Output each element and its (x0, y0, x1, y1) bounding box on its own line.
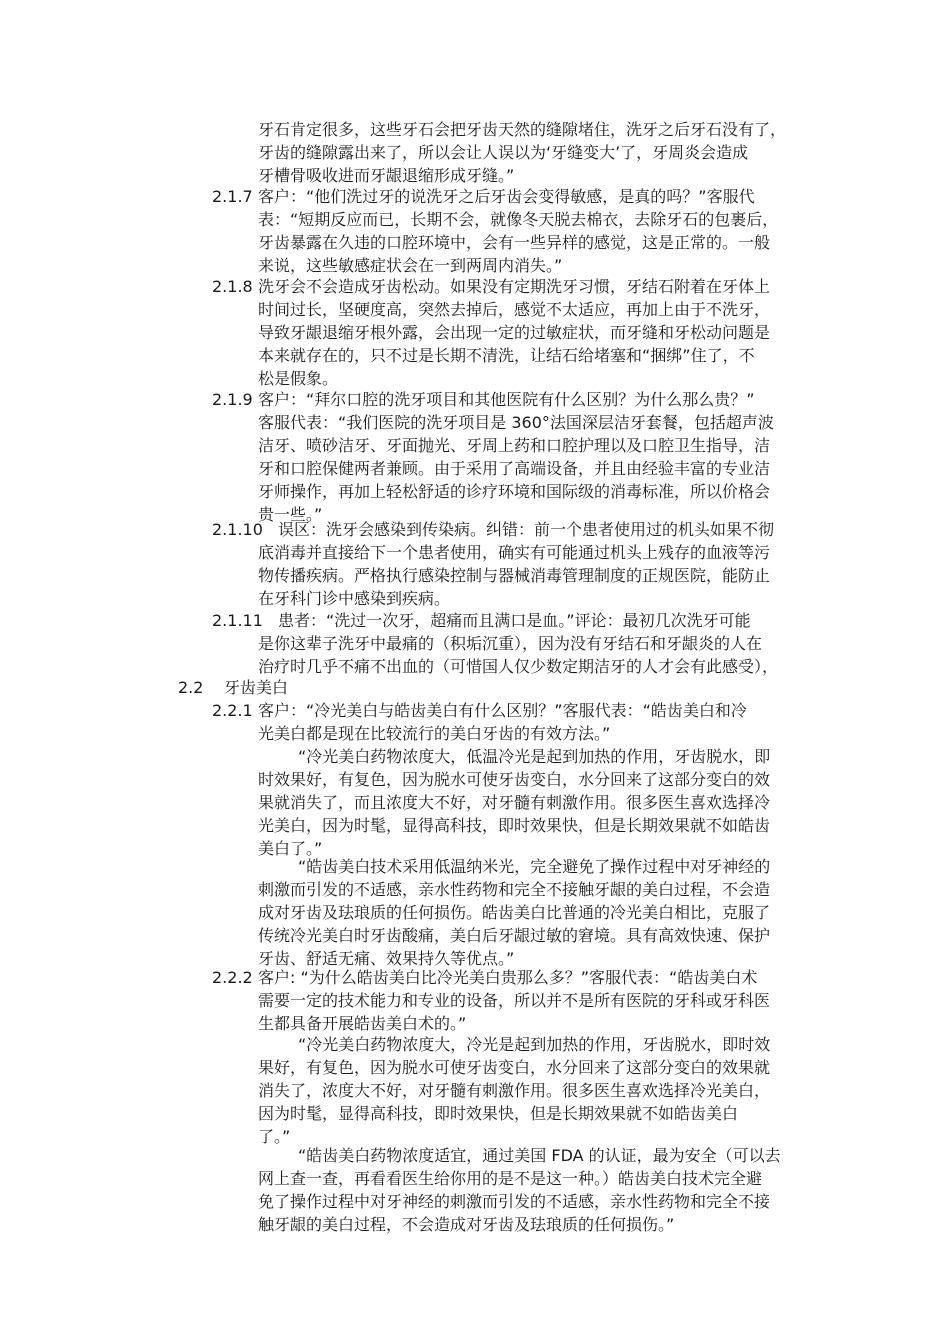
text-line: 需要一定的技术能力和专业的设备，所以并不是所有医院的牙科或牙科医 (258, 991, 771, 1010)
section-number: 2.2 (178, 678, 204, 697)
text-line: 客户：“冷光美白与皓齿美白有什么区别？”客服代表：“皓齿美白和冷 (258, 701, 747, 720)
text-line: 物传播疾病。严格执行感染控制与器械消毒管理制度的正规医院，能防止 (258, 566, 771, 585)
section-2-2-1-paragraph-1 (258, 745, 770, 860)
text-line: 在牙科门诊中感染到疾病。 (258, 589, 451, 608)
text-line: 是你这辈子洗牙中最痛的（积垢沉重），因为没有牙结石和牙龈炎的人在 (258, 634, 763, 653)
text-line: 贵一些。” (258, 505, 323, 524)
section-number: 2.1.11 (212, 611, 263, 630)
text-line: 时间过长，坚硬度高，突然去掉后，感觉不太适应，再加上由于不洗牙， (258, 300, 771, 319)
section-number: 2.1.9 (212, 390, 253, 409)
text-line: 洗牙会不会造成牙齿松动。如果没有定期洗牙习惯，牙结石附着在牙体上 (258, 277, 771, 296)
text-line: 果就消失了，而且浓度大不好，对牙髓有刺激作用。很多医生喜欢选择冷 (258, 793, 771, 812)
text-line: 因为时髦，显得高科技，即时效果快，但是长期效果就不如皓齿美白 (258, 1104, 739, 1123)
text-line: 牙齿、舒适无痛、效果持久等优点。” (258, 949, 515, 968)
text-line: 导致牙龈退缩牙根外露，会出现一定的过敏症状，而牙缝和牙松动问题是 (258, 323, 771, 342)
text-line: 客户：“他们洗过牙的说洗牙之后牙齿会变得敏感，是真的吗？”客服代 (258, 187, 755, 206)
text-line: 成对牙齿及珐琅质的任何损伤。皓齿美白比普通的冷光美白相比，克服了 (258, 903, 771, 922)
text-line: “皓齿美白药物浓度适宜，通过美国 FDA 的认证，最为安全（可以去 (298, 1146, 781, 1165)
section-number: 2.1.8 (212, 277, 253, 296)
text-line: 洁牙、喷砂洁牙、牙面抛光、牙周上药和口腔护理以及口腔卫生指导，洁 (258, 436, 771, 455)
text-line: “皓齿美白技术采用低温纳米光，完全避免了操作过程中对牙神经的 (298, 857, 771, 876)
text-line: 网上查一查，再看看医生给你用的是不是这一种。）皓齿美白技术完全避 (258, 1169, 763, 1188)
text-line: 光美白，因为时髦，显得高科技，即时效果快，但是长期效果就不如皓齿 (258, 816, 771, 835)
text-line: 了。” (258, 1127, 291, 1146)
section-number: 2.2.1 (212, 701, 253, 720)
intro-paragraph (258, 118, 786, 187)
text-line: 底消毒并直接给下一个患者使用，确实有可能通过机头上残存的血液等污 (258, 543, 771, 562)
text-line: “冷光美白药物浓度大，冷光是起到加热的作用，牙齿脱水，即时效 (298, 1035, 771, 1054)
section-2-2-2-paragraph-2 (258, 1144, 781, 1236)
text-line: “冷光美白药物浓度大，低温冷光是起到加热的作用，牙齿脱水，即 (298, 747, 771, 766)
section-2-1-7-text (258, 185, 778, 277)
text-line: 美白了。” (258, 839, 323, 858)
section-2-2-2-paragraph-1 (258, 1033, 770, 1148)
text-line: 牙和口腔保健两者兼顾。由于采用了高端设备，并且由经验丰富的专业洁 (258, 459, 771, 478)
section-number: 2.1.7 (212, 187, 253, 206)
text-line: 牙师操作，再加上轻松舒适的诊疗环境和国际级的消毒标准，所以价格会 (258, 482, 771, 501)
text-line: 牙齿的缝隙露出来了，所以会让人误以为‘牙缝变大’了，牙周炎会造成 (258, 143, 749, 162)
text-line: 时效果好，有复色，因为脱水可使牙齿变白，水分回来了这部分变白的效 (258, 770, 771, 789)
section-2-1-8-text (258, 275, 770, 390)
section-number: 2.2.2 (212, 968, 253, 987)
text-line: 牙石肯定很多，这些牙石会把牙齿天然的缝隙堵住，洗牙之后牙石没有了， (258, 120, 787, 139)
text-line: 牙槽骨吸收进而牙龈退缩形成牙缝。” (258, 166, 515, 185)
section-2-1-10-text (258, 518, 774, 610)
section-2-1-11-text (258, 609, 778, 678)
text-line: 果好，有复色，因为脱水可使牙齿变白，水分回来了这部分变白的效果就 (258, 1058, 771, 1077)
text-line: 客户: “为什么皓齿美白比冷光美白贵那么多？”客服代表：“皓齿美白术 (258, 968, 758, 987)
text-line: 来说，这些敏感症状会在一到两周内消失。” (258, 256, 563, 275)
section-2-2-2-text (258, 966, 770, 1035)
section-2-1-9-text (258, 388, 774, 526)
text-line: 松是假象。 (258, 369, 339, 388)
section-2-2-1-text (258, 699, 747, 745)
section-heading: 牙齿美白 (224, 678, 289, 697)
text-line: 触牙龈的美白过程，不会造成对牙齿及珐琅质的任何损伤。” (258, 1215, 675, 1234)
text-line: 刺激而引发的不适感，亲水性药物和完全不接触牙龈的美白过程，不会造 (258, 880, 771, 899)
text-line: 消失了，浓度大不好，对牙髓有刺激作用。很多医生喜欢选择冷光美白， (258, 1081, 771, 1100)
text-line: 生都具备开展皓齿美白术的。” (258, 1014, 467, 1033)
text-line: 传统冷光美白时牙齿酸痛，美白后牙龈过敏的窘境。具有高效快速、保护 (258, 926, 771, 945)
section-number: 2.1.10 (212, 520, 263, 539)
text-line: 光美白都是现在比较流行的美白牙齿的有效方法。” (258, 724, 611, 743)
text-line: 患者：“洗过一次牙，超痛而且满口是血。”评论：最初几次洗牙可能 (278, 611, 751, 630)
text-line: 表：“短期反应而已，长期不会，就像冬天脱去棉衣，去除牙石的包裹后， (258, 210, 779, 229)
text-line: 误区：洗牙会感染到传染病。纠错：前一个患者使用过的机头如果不彻 (278, 520, 775, 539)
text-line: 客户：“拜尔口腔的洗牙项目和其他医院有什么区别？为什么那么贵？” (258, 390, 755, 409)
text-line: 免了操作过程中对牙神经的刺激而引发的不适感，亲水性药物和完全不接 (258, 1192, 771, 1211)
text-line: 治疗时几乎不痛不出血的（可惜国人仅少数定期洁牙的人才会有此感受）， (258, 657, 779, 676)
section-2-2-1-paragraph-2 (258, 855, 770, 970)
text-line: 本来就存在的，只不过是长期不清洗，让结石给堵塞和“捆绑”住了，不 (258, 346, 755, 365)
text-line: 牙齿暴露在久违的口腔环境中，会有一些异样的感觉，这是正常的。一般 (258, 233, 771, 252)
text-line: 客服代表：“我们医院的洗牙项目是 360°法国深层洁牙套餐，包括超声波 (258, 413, 774, 432)
